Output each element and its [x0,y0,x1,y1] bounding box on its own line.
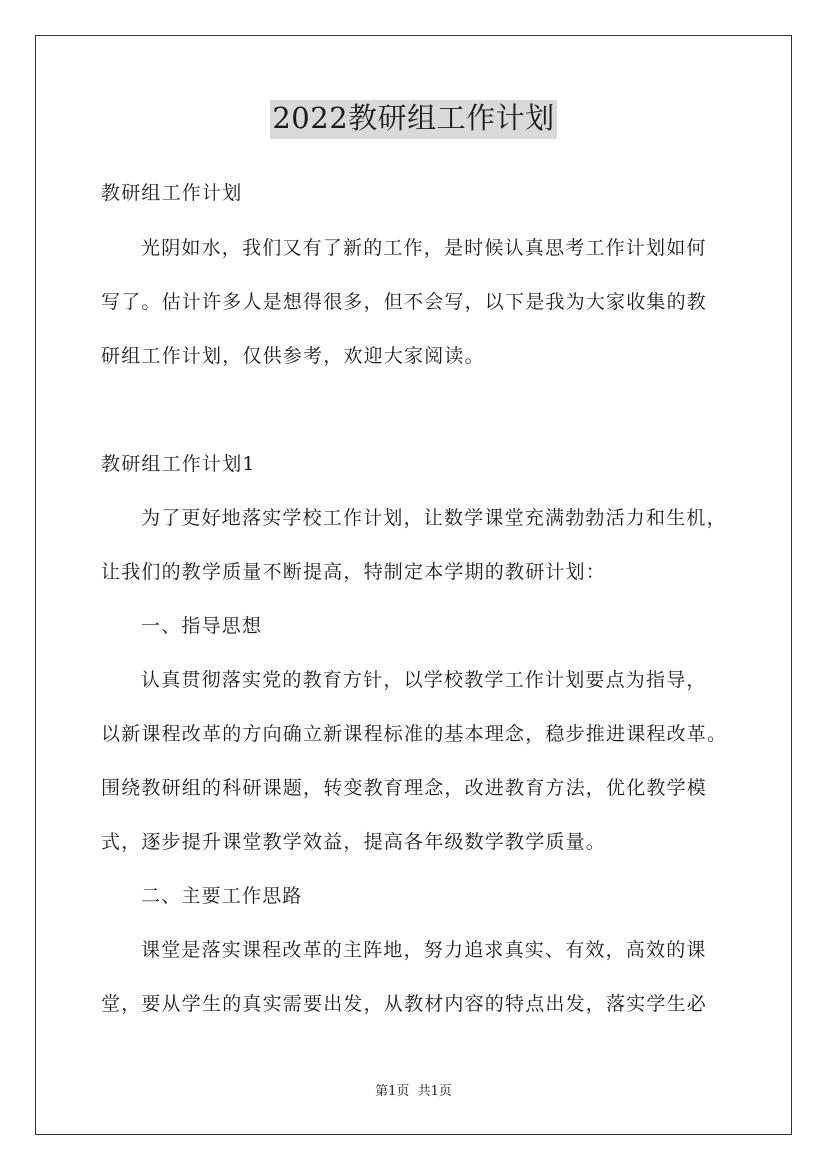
footer-page-number: 第1页 [375,1084,410,1099]
page-footer [0,1084,827,1100]
plan1-line-1: 为了更好地落实学校工作计划，让数学课堂充满勃勃活力和生机， [141,507,727,529]
section1-line-1: 认真贯彻落实党的教育方针，以学校教学工作计划要点为指导， [141,669,707,691]
section1-line-4: 式，逐步提升课堂教学效益，提高各年级数学教学质量。 [101,831,607,853]
section1-title: 一、指导思想 [141,615,263,637]
heading-plan-1: 教研组工作计划1 [101,453,256,475]
section2-line-1: 课堂是落实课程改革的主阵地，努力追求真实、有效，高效的课 [141,939,707,961]
intro-line-3: 研组工作计划，仅供参考，欢迎大家阅读。 [101,345,485,367]
footer-total-pages: 共1页 [417,1084,452,1099]
heading-intro: 教研组工作计划 [101,182,243,204]
intro-line-1: 光阴如水，我们又有了新的工作，是时候认真思考工作计划如何 [141,237,707,259]
section1-line-3: 围绕教研组的科研课题，转变教育理念，改进教育方法，优化教学模 [101,777,708,799]
section1-line-2: 以新课程改革的方向确立新课程标准的基本理念，稳步推进课程改革。 [101,723,728,745]
document-title [0,100,827,139]
intro-line-2: 写了。估计许多人是想得很多，但不会写，以下是我为大家收集的教 [101,291,708,313]
section2-title: 二、主要工作思路 [141,885,303,907]
plan1-line-2: 让我们的教学质量不断提高，特制定本学期的教研计划： [101,561,607,583]
section2-line-2: 堂，要从学生的真实需要出发，从教材内容的特点出发，落实学生必 [101,993,708,1015]
document-title-text: 2022教研组工作计划 [270,100,556,139]
